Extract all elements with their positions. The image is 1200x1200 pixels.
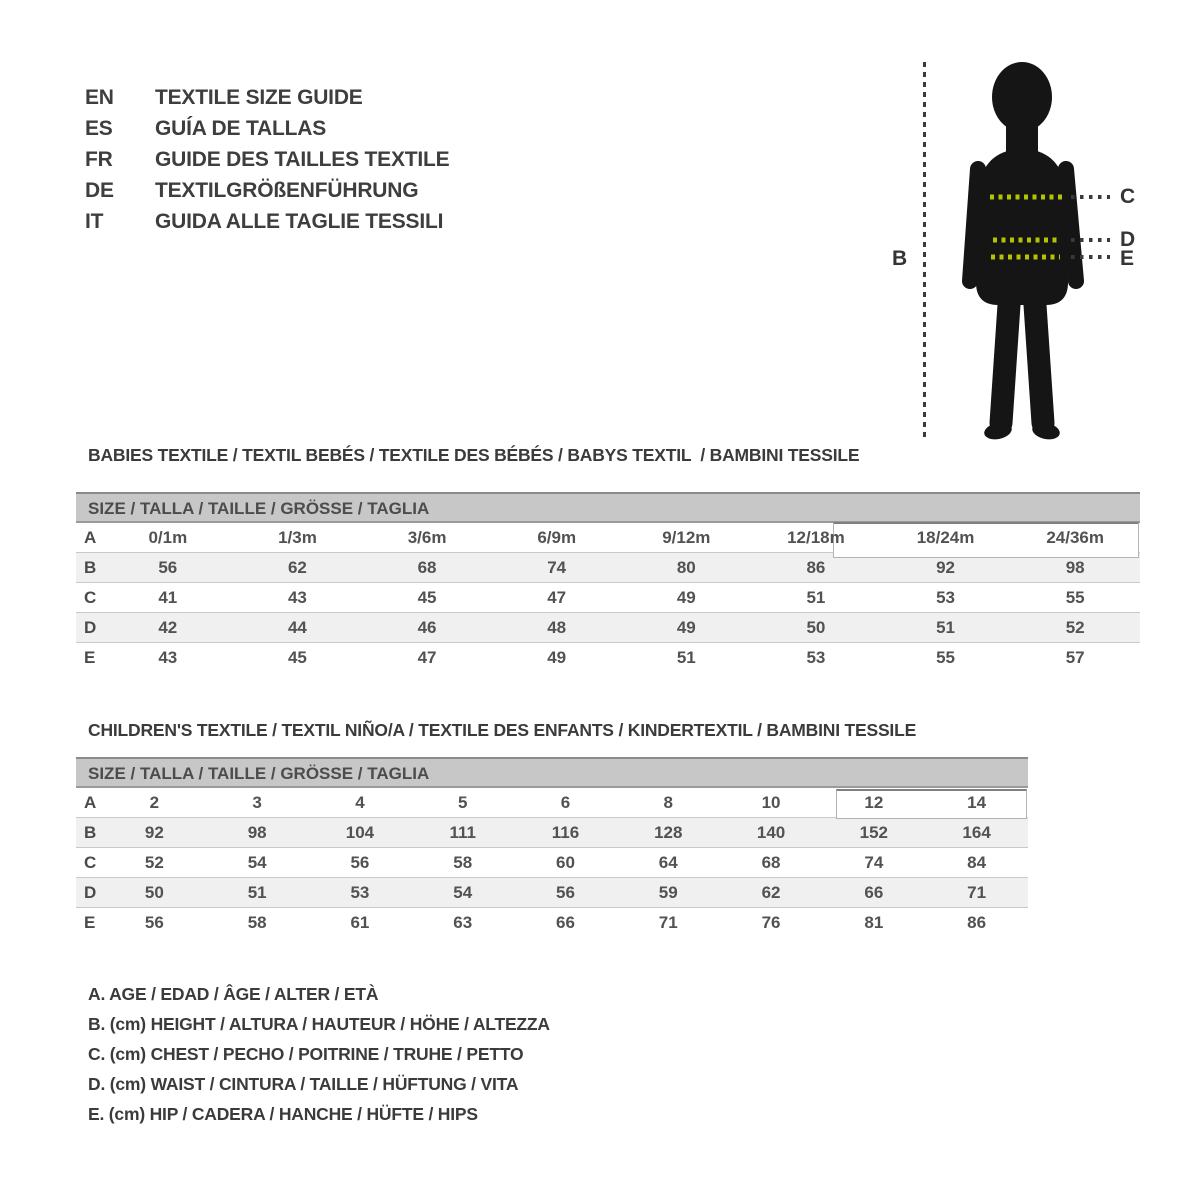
table-cell: 54 [453,882,473,902]
table-cell: 68 [761,852,781,872]
table-cell: 54 [247,852,267,872]
table-cell: 49 [547,648,567,667]
table-cell: 51 [936,617,956,637]
table-cell: 43 [158,648,178,667]
language-code: IT [85,209,104,233]
table-cell: 76 [761,913,781,932]
row-label: E [84,648,96,667]
babies-section-heading: BABIES TEXTILE / TEXTIL BEBÉS / TEXTILE DES BÉBÉS / BABYS TEXTIL / BAMBINI TESSILE [88,445,860,465]
table-cell: 140 [756,822,786,842]
row-label: B [84,557,97,577]
table-cell: 5 [457,792,468,812]
table-cell: 51 [247,882,267,902]
language-code: DE [85,178,114,202]
waist-label: D [1120,228,1136,251]
table-cell: 74 [547,557,567,577]
table-cell: 74 [864,852,884,872]
language-title-list [85,82,605,237]
table-cell: 51 [676,648,696,667]
height-label: B [892,247,908,270]
table-cell: 3 [252,792,262,812]
table-cell: 59 [658,882,678,902]
table-cell: 42 [158,617,178,637]
table-cell: 62 [761,882,781,902]
legend-line: E. (cm) HIP / CADERA / HANCHE / HÜFTE / HIPS [88,1104,478,1124]
table-cell: 64 [658,852,678,872]
table-cell: 41 [158,587,178,607]
table-cell: 98 [247,822,267,842]
table-cell: 111 [449,822,476,842]
table-cell: 18/24m [916,527,975,547]
size-header-row [76,494,1140,523]
guide-title: GUÍA DE TALLAS [155,116,327,140]
language-row [85,82,605,113]
table-cell: 48 [547,617,567,637]
table-cell: 68 [417,557,437,577]
table-cell: 58 [453,852,473,872]
table-cell: 152 [859,822,889,842]
left-arm-shape [970,169,978,281]
table-cell: 57 [1065,648,1085,667]
table-cell: 58 [247,913,267,932]
legend-line: D. (cm) WAIST / CINTURA / TAILLE / HÜFTUNG / VITA [88,1074,519,1094]
left-leg-shape [1001,305,1009,423]
table-cell: 12/18m [787,527,845,547]
language-row [85,175,605,206]
table-cell: 43 [287,587,307,607]
table-cell: 46 [417,617,437,637]
table-cell: 61 [350,913,370,932]
right-arm-shape [1066,169,1076,281]
table-cell: 8 [663,792,673,812]
table-cell: 49 [676,587,696,607]
table-cell: 1/3m [278,527,317,547]
hip-label: E [1120,247,1135,270]
children-section-heading: CHILDREN'S TEXTILE / TEXTIL NIÑO/A / TEXTILE DES ENFANTS / KINDERTEXTIL / BAMBINI TESSILE [88,720,917,740]
table-cell: 92 [936,557,956,577]
table-cell: 4 [355,792,365,812]
table-cell: 53 [936,587,956,607]
table-cell: 47 [417,648,437,667]
row-label: D [84,617,97,637]
table-cell: 104 [345,822,375,842]
table-cell: 52 [1065,617,1085,637]
table-cell: 55 [1065,587,1085,607]
table-cell: 50 [144,882,164,902]
table-cell: 84 [967,852,987,872]
guide-title: GUIDE DES TAILLES TEXTILE [155,147,450,171]
table-cell: 3/6m [407,527,447,547]
table-cell: 66 [556,913,575,932]
table-cell: 81 [864,913,884,932]
table-cell: 60 [556,852,575,872]
children-size-table [76,757,1028,938]
table-cell: 14 [967,792,987,812]
table-cell: 56 [158,557,178,577]
babies-size-table [76,492,1140,673]
table-cell: 2 [149,792,160,812]
table-row [76,818,1028,848]
table-cell: 45 [287,648,307,667]
table-cell: 55 [936,648,956,667]
table-row [76,553,1140,583]
table-row [76,908,1028,938]
table-row [76,583,1140,613]
row-label: A [84,527,97,547]
guide-title: TEXTILGRÖßENFÜHRUNG [155,178,419,202]
table-cell: 66 [864,882,884,902]
table-cell: 47 [547,587,567,607]
table-cell: 0/1m [148,527,188,547]
table-cell: 71 [658,913,678,932]
language-code: FR [85,147,113,171]
language-code: ES [85,116,113,140]
size-header-label: SIZE / TALLA / TAILLE / GRÖSSE / TAGLIA [88,499,430,518]
row-label: C [84,852,97,872]
size-header-label: SIZE / TALLA / TAILLE / GRÖSSE / TAGLIA [88,764,430,783]
row-label: B [84,822,97,842]
legend-line: B. (cm) HEIGHT / ALTURA / HAUTEUR / HÖHE / ALTEZZA [88,1014,550,1034]
language-code: EN [85,85,114,109]
language-row [85,206,605,237]
table-row [76,878,1028,908]
table-row [76,613,1140,643]
height-guide-line [923,62,926,438]
table-cell: 24/36m [1046,527,1105,547]
table-cell: 56 [144,913,164,932]
table-cell: 98 [1065,557,1085,577]
table-cell: 86 [967,913,987,932]
chest-label: C [1120,185,1136,208]
table-cell: 71 [967,882,987,902]
legend-line: C. (cm) CHEST / PECHO / POITRINE / TRUHE / PETTO [88,1044,524,1064]
table-cell: 56 [556,882,575,902]
table-cell: 53 [350,882,370,902]
table-cell: 63 [453,913,473,932]
language-row [85,113,605,144]
table-cell: 9/12m [662,527,711,547]
child-silhouette [930,55,1130,455]
table-cell: 53 [806,648,826,667]
table-cell: 52 [144,852,164,872]
table-cell: 86 [806,557,826,577]
row-label: D [84,882,97,902]
table-cell: 45 [417,587,437,607]
table-cell: 6/9m [537,527,577,547]
table-cell: 12 [864,792,884,812]
right-leg-shape [1035,305,1043,423]
language-row [85,144,605,175]
legend-line: A. AGE / EDAD / ÂGE / ALTER / ETÀ [88,984,379,1004]
guide-title: GUIDA ALLE TAGLIE TESSILI [155,209,444,233]
table-cell: 56 [350,852,370,872]
table-cell: 49 [676,617,696,637]
table-cell: 92 [144,822,164,842]
table-row [76,643,1140,673]
row-label: C [84,587,97,607]
row-label: A [84,792,97,812]
table-cell: 164 [962,822,991,842]
table-cell: 10 [761,792,781,812]
table-cell: 128 [654,822,683,842]
measurement-legend [88,979,550,1129]
size-header-row [76,759,1028,788]
table-cell: 116 [551,822,580,842]
table-cell: 62 [287,557,307,577]
table-cell: 51 [806,587,826,607]
row-label: E [84,913,96,932]
table-cell: 44 [287,617,307,637]
torso-shape [976,149,1068,305]
table-cell: 50 [806,617,826,637]
table-cell: 80 [676,557,696,577]
guide-title: TEXTILE SIZE GUIDE [155,85,363,109]
table-cell: 6 [560,792,571,812]
table-row [76,848,1028,878]
